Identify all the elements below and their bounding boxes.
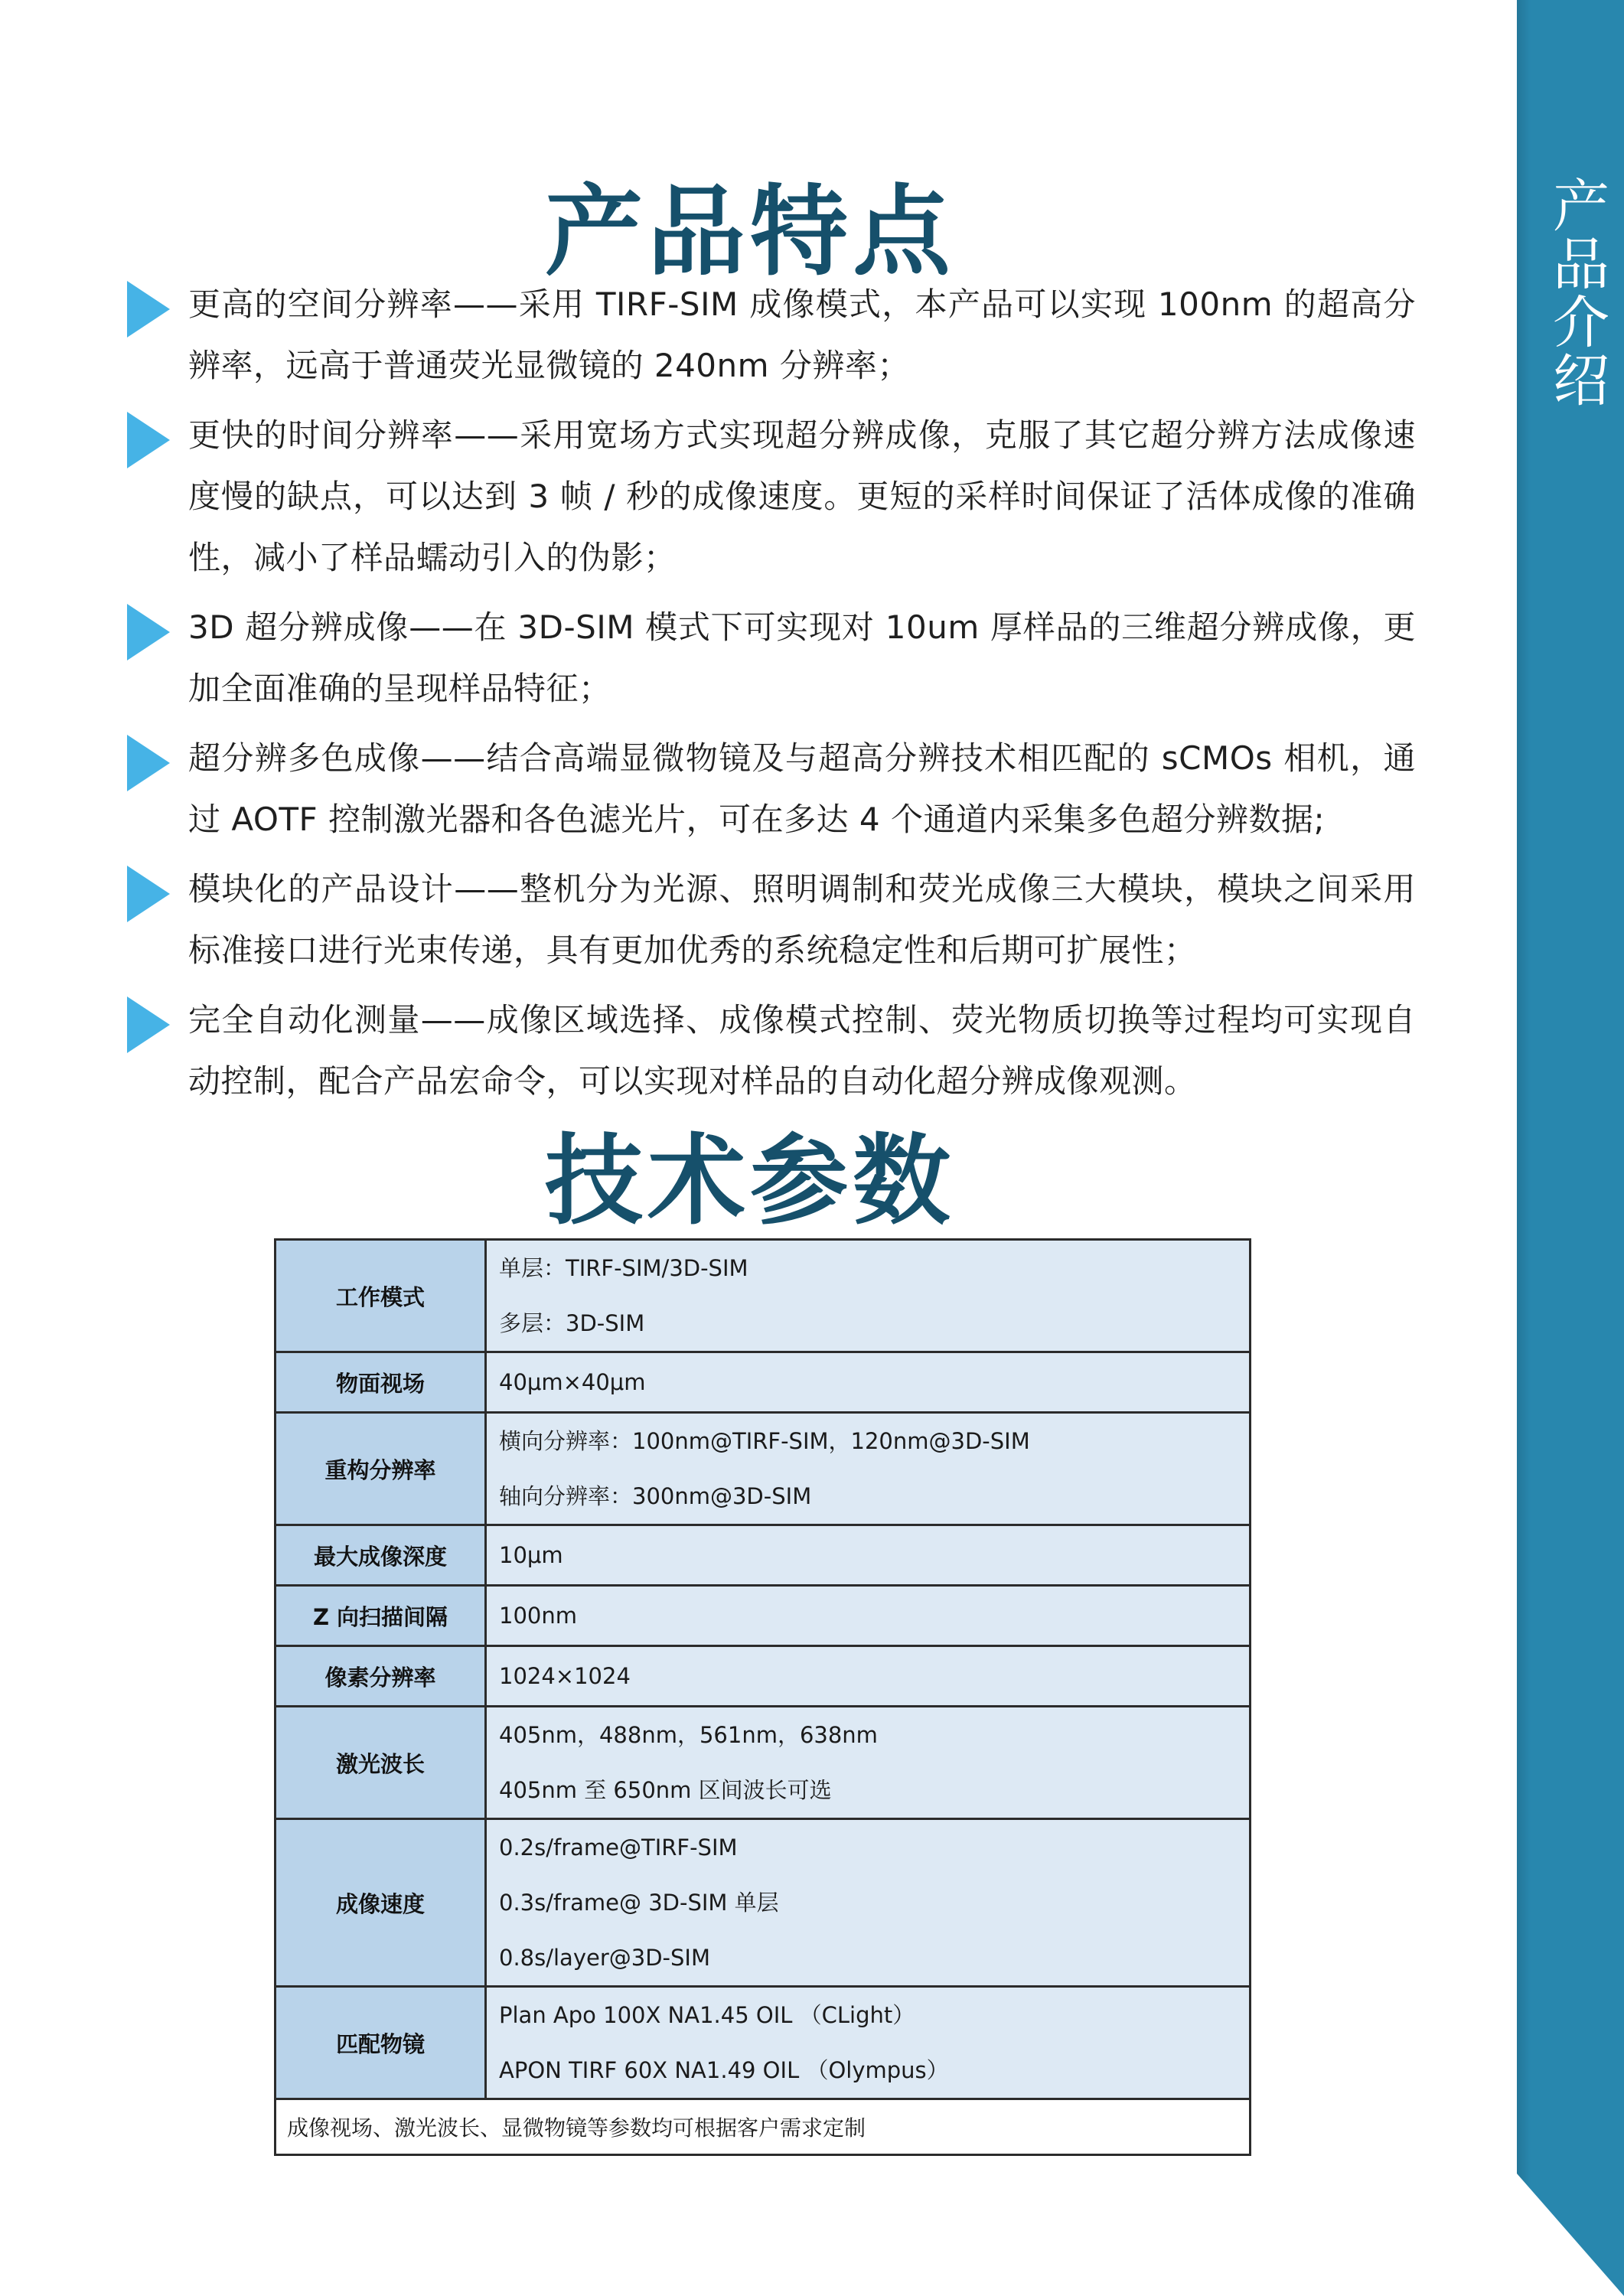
spec-value-line: 100nm <box>499 1603 577 1629</box>
spec-value-line: 405nm，488nm，561nm，638nm <box>499 1722 878 1748</box>
table-row <box>276 1525 1251 1586</box>
spec-value-line: 横向分辨率：100nm@TIRF-SIM，120nm@3D-SIM <box>499 1428 1030 1454</box>
feature-item <box>122 859 1416 981</box>
feature-text: 完全自动化测量——成像区域选择、成像模式控制、荧光物质切换等过程均可实现自动控制，配合产品宏命令，可以实现对样品的自动化超分辨成像观测。 <box>188 1001 1416 1100</box>
spec-value-line: 0.2s/frame@TIRF-SIM <box>499 1835 738 1861</box>
spec-value-line: APON TIRF 60X NA1.49 OIL （Olympus） <box>499 2057 949 2083</box>
spec-value <box>486 1352 1251 1413</box>
spec-label: Z 向扫描间隔 <box>276 1586 486 1646</box>
spec-value <box>486 1987 1251 2099</box>
table-row <box>276 1646 1251 1707</box>
spec-value <box>486 1240 1251 1352</box>
spec-value <box>486 1646 1251 1707</box>
feature-item <box>122 405 1416 589</box>
features-list <box>122 274 1416 1120</box>
spec-value <box>486 1586 1251 1646</box>
spec-label: 最大成像深度 <box>276 1525 486 1586</box>
feature-text: 模块化的产品设计——整机分为光源、照明调制和荧光成像三大模块，模块之间采用标准接口进行光束传递，具有更加优秀的系统稳定性和后期可扩展性； <box>188 870 1416 969</box>
spec-label: 工作模式 <box>276 1240 486 1352</box>
spec-value-line: 10μm <box>499 1542 563 1568</box>
feature-item <box>122 728 1416 850</box>
arrow-bullet-icon <box>127 996 170 1053</box>
spec-value-line: 0.3s/frame@ 3D-SIM 单层 <box>499 1890 779 1916</box>
spec-value-line: 405nm 至 650nm 区间波长可选 <box>499 1777 832 1803</box>
spec-value <box>486 1819 1251 1987</box>
table-footnote: 成像视场、激光波长、显微物镜等参数均可根据客户需求定制 <box>276 2099 1251 2155</box>
table-row <box>276 1586 1251 1646</box>
spec-value <box>486 1413 1251 1525</box>
spec-value-line: 0.8s/layer@3D-SIM <box>499 1945 710 1971</box>
feature-text: 3D 超分辨成像——在 3D-SIM 模式下可实现对 10um 厚样品的三维超分辨成像，更加全面准确的呈现样品特征； <box>188 608 1416 707</box>
spec-value-line: Plan Apo 100X NA1.45 OIL （CLight） <box>499 2002 915 2028</box>
arrow-bullet-icon <box>127 735 170 791</box>
specs-table <box>274 1238 1251 2156</box>
table-row <box>276 1352 1251 1413</box>
spec-value <box>486 1525 1251 1586</box>
arrow-bullet-icon <box>127 604 170 660</box>
table-row <box>276 2099 1251 2155</box>
spec-value <box>486 1707 1251 1819</box>
feature-text: 更高的空间分辨率——采用 TIRF-SIM 成像模式，本产品可以实现 100nm 的超高分辨率，远高于普通荧光显微镜的 240nm 分辨率； <box>188 285 1416 384</box>
arrow-bullet-icon <box>127 281 170 338</box>
spec-label: 重构分辨率 <box>276 1413 486 1525</box>
table-row <box>276 1707 1251 1819</box>
specs-title: 技术参数 <box>544 1124 955 1238</box>
spec-value-line: 1024×1024 <box>499 1663 631 1689</box>
spec-label: 匹配物镜 <box>276 1987 486 2099</box>
feature-item <box>122 274 1416 396</box>
side-section-title: 产品介绍 <box>1544 176 1609 409</box>
spec-value-line: 多层：3D-SIM <box>499 1310 645 1336</box>
spec-label: 激光波长 <box>276 1707 486 1819</box>
spec-value-line: 40μm×40μm <box>499 1369 646 1395</box>
spec-label: 成像速度 <box>276 1819 486 1987</box>
table-row <box>276 1240 1251 1352</box>
feature-text: 更快的时间分辨率——采用宽场方式实现超分辨成像，克服了其它超分辨方法成像速度慢的缺点，可以达到 3 帧 / 秒的成像速度。更短的采样时间保证了活体成像的准确性，减小了样品蠕动引入的伪影； <box>188 416 1416 576</box>
spec-value-line: 单层：TIRF-SIM/3D-SIM <box>499 1255 748 1281</box>
feature-item <box>122 990 1416 1112</box>
feature-text: 超分辨多色成像——结合高端显微物镜及与超高分辨技术相匹配的 sCMOs 相机，通过 AOTF 控制激光器和各色滤光片，可在多达 4 个通道内采集多色超分辨数据; <box>188 739 1416 838</box>
features-title: 产品特点 <box>544 175 955 289</box>
spec-value-line: 轴向分辨率：300nm@3D-SIM <box>499 1483 812 1509</box>
table-row <box>276 1413 1251 1525</box>
table-row <box>276 1987 1251 2099</box>
spec-label: 像素分辨率 <box>276 1646 486 1707</box>
arrow-bullet-icon <box>127 866 170 922</box>
arrow-bullet-icon <box>127 412 170 468</box>
spec-label: 物面视场 <box>276 1352 486 1413</box>
feature-item <box>122 597 1416 719</box>
table-row <box>276 1819 1251 1987</box>
